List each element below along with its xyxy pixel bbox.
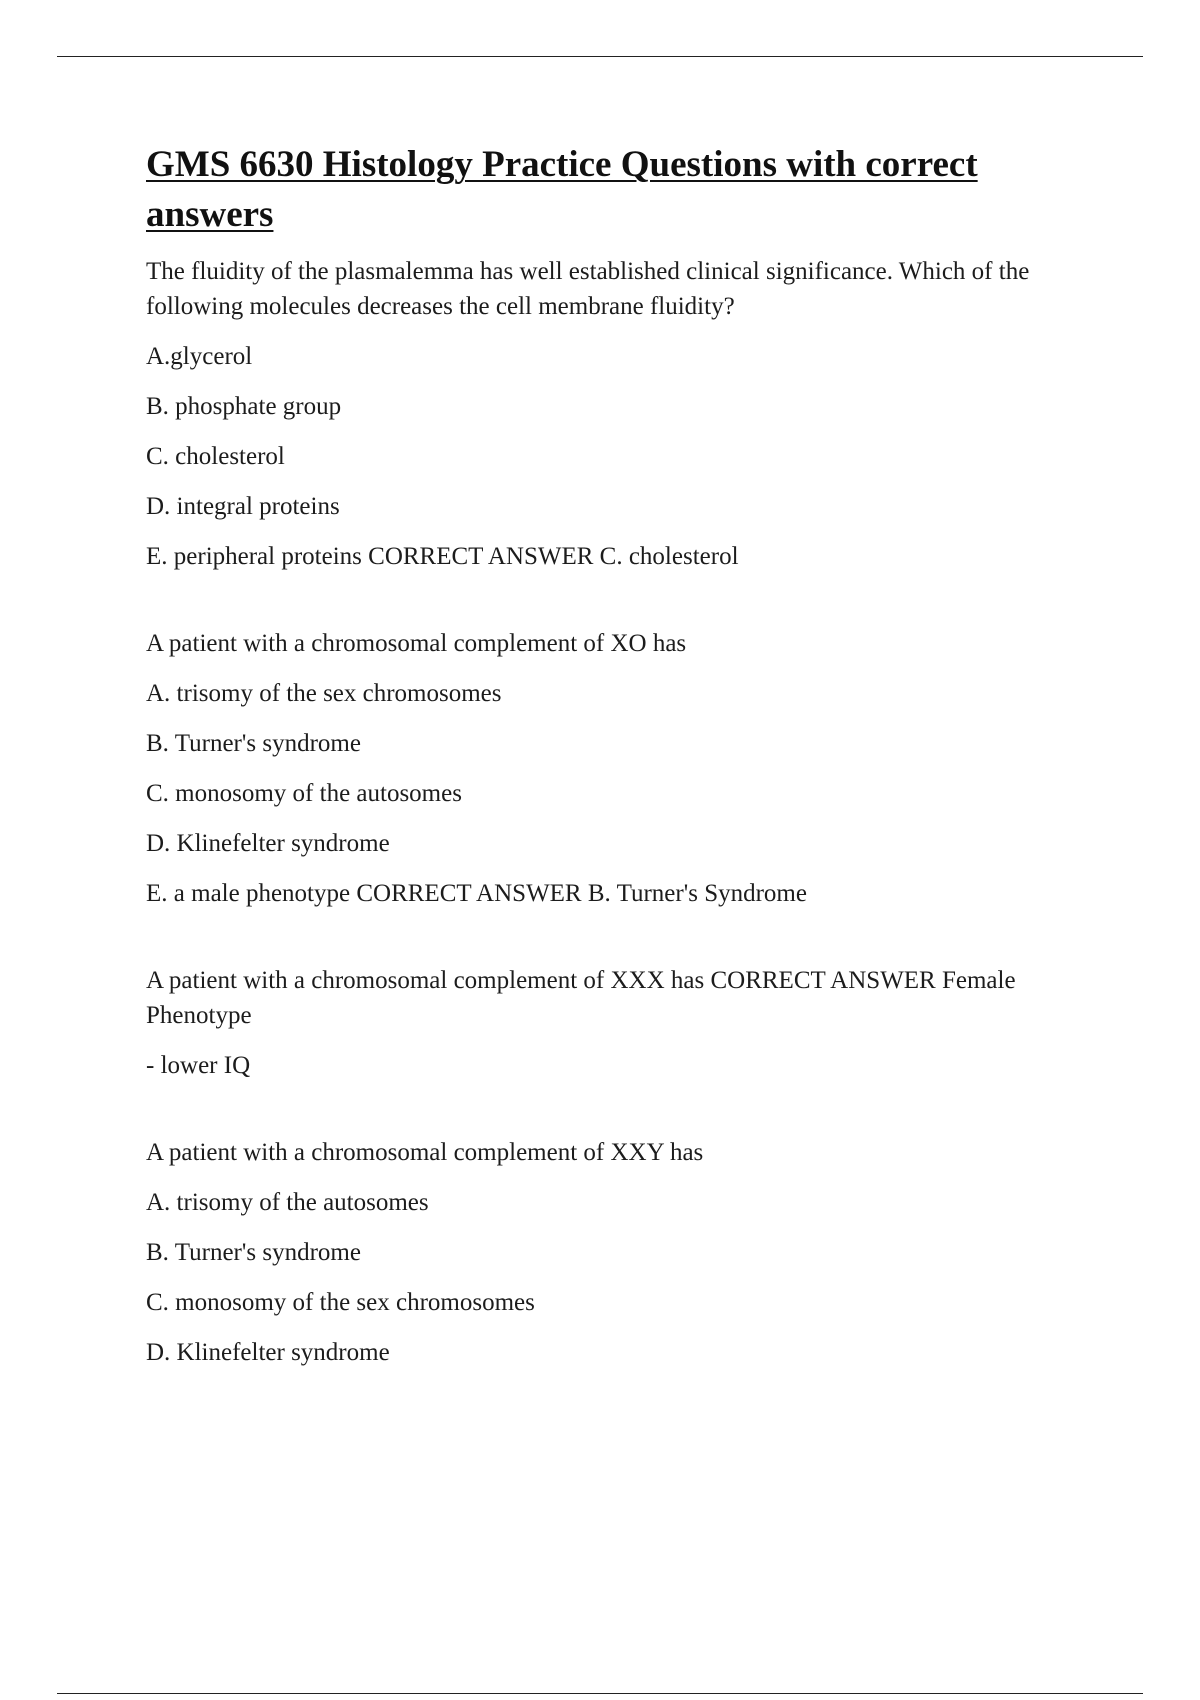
question-4-option-a: A. trisomy of the autosomes [146,1189,429,1216]
question-2-option-b: B. Turner's syndrome [146,730,361,757]
question-1-stem: The fluidity of the plasmalemma has well established clinical significance. Which of the following molecules decreases the cell membrane fluidity? [146,258,1030,320]
footer-rule [57,1693,1143,1694]
question-3-answer-note: - lower IQ [146,1052,251,1079]
question-1-option-a: A.glycerol [146,343,253,370]
question-2-stem: A patient with a chromosomal complement of XO has [146,630,687,657]
question-2-option-c: C. monosomy of the autosomes [146,780,462,807]
question-3-stem-answer: A patient with a chromosomal complement of XXX has CORRECT ANSWER Female Phenotype [146,967,1016,1029]
question-4 [146,1135,1086,1370]
question-3 [146,963,1086,1083]
header-rule [57,56,1143,57]
question-4-option-b: B. Turner's syndrome [146,1239,361,1266]
question-1-option-c: C. cholesterol [146,443,285,470]
question-4-option-d: D. Klinefelter syndrome [146,1339,390,1366]
question-2-option-d: D. Klinefelter syndrome [146,830,390,857]
question-1-option-d: D. integral proteins [146,493,340,520]
question-1-option-e-answer: E. peripheral proteins CORRECT ANSWER C. cholesterol [146,543,739,570]
question-2-option-a: A. trisomy of the sex chromosomes [146,680,502,707]
question-1 [146,254,1086,574]
question-1-option-b: B. phosphate group [146,393,342,420]
document-title: GMS 6630 Histology Practice Questions with correct answers [146,144,978,235]
question-4-option-c: C. monosomy of the sex chromosomes [146,1289,535,1316]
document-body [146,140,1086,1370]
question-2-option-e-answer: E. a male phenotype CORRECT ANSWER B. Turner's Syndrome [146,880,807,907]
question-2 [146,626,1086,911]
question-4-stem: A patient with a chromosomal complement of XXY has [146,1139,704,1166]
